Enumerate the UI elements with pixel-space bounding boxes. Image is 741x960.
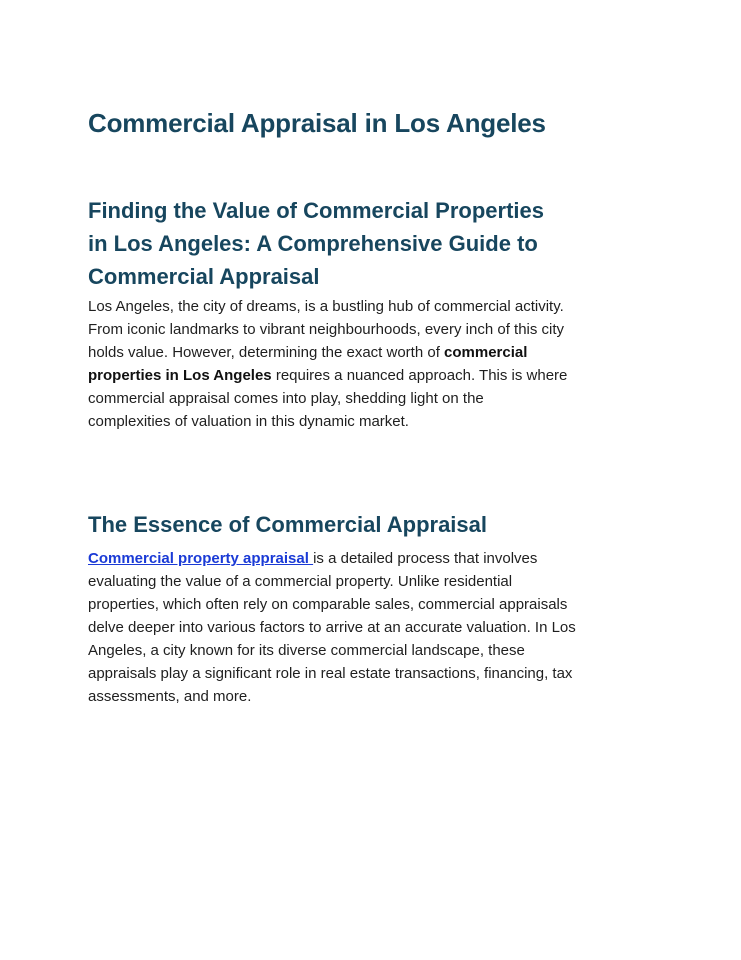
section-heading: Finding the Value of Commercial Properties in Los Angeles: A Comprehensive Guide to Commercial Appraisal <box>88 198 544 289</box>
section-paragraph <box>88 295 568 433</box>
section-essence <box>88 508 588 708</box>
paragraph-text: is a detailed process that involves evaluating the value of a commercial property. Unlike residential properties, which often rely on comparable sales, commercial appraisals delve deeper into various factors to arrive at an accurate valuation. In Los Angeles, a city known for its diverse commercial landscape, these appraisals play a significant role in real estate transactions, financing, tax assessments, and more. <box>88 550 576 705</box>
section-finding-value <box>88 194 568 433</box>
paragraph-text: Los Angeles, the city of dreams, is a bustling hub of commercial activity. From iconic landmarks to vibrant neighbourhoods, every inch of this city holds value. However, determining the exact worth of <box>88 298 565 361</box>
bold-keyword: commercial properties in Los Angeles <box>88 344 528 384</box>
page-title: Commercial Appraisal in Los Angeles <box>88 108 546 138</box>
paragraph-text: requires a nuanced approach. This is where commercial appraisal comes into play, shedding light on the complexities of valuation in this dynamic market. <box>88 367 568 430</box>
section-paragraph <box>88 547 578 708</box>
section-heading: The Essence of Commercial Appraisal <box>88 512 487 537</box>
commercial-appraisal-link[interactable]: Commercial property appraisal <box>88 550 314 567</box>
